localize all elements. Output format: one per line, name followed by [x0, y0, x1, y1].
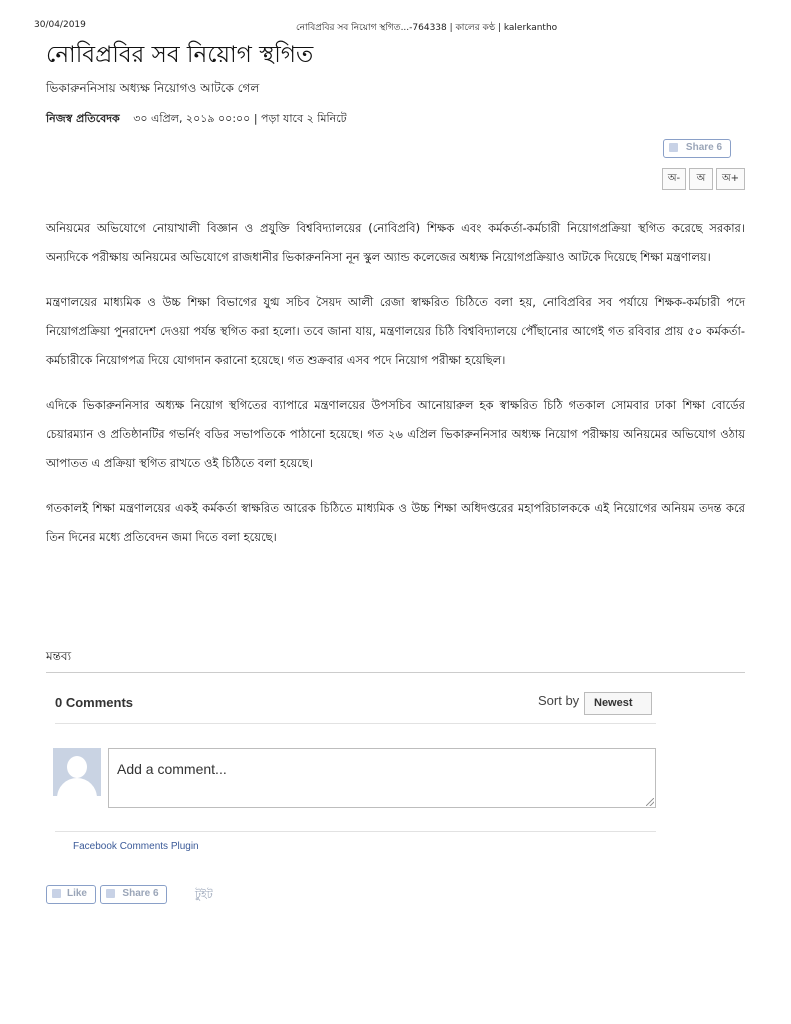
- tweet-button[interactable]: টুইট: [195, 888, 213, 901]
- comment-input-placeholder: Add a comment...: [117, 761, 227, 777]
- avatar: [53, 748, 101, 796]
- font-decrease-button[interactable]: অ-: [662, 168, 686, 190]
- share-button-label: Share 6: [685, 142, 723, 153]
- comment-count: 0 Comments: [55, 695, 134, 710]
- share-button-top[interactable]: [663, 139, 731, 158]
- facebook-icon: [106, 889, 115, 898]
- avatar-body-shape: [57, 778, 97, 796]
- like-button[interactable]: [46, 885, 96, 904]
- article-paragraph: গতকালই শিক্ষা মন্ত্রণালয়ের একই কর্মকর্তা স্বাক্ষরিত আরেক চিঠিতে মাধ্যমিক ও উচ্চ শিক্ষা অধিদপ্তরের মহাপরিচালককে এই নিয়োগের অনিয়ম তদন্ত করে তিন দিনের মধ্যে প্রতিবেদন জমা দিতে বলা হয়েছে।: [46, 501, 745, 544]
- comment-input[interactable]: [108, 748, 656, 808]
- like-button-label: Like: [66, 888, 87, 899]
- resize-handle-icon[interactable]: [646, 798, 654, 806]
- sort-select[interactable]: Newest: [584, 692, 652, 715]
- article-subheadline: ভিকারুননিসায় অধ্যক্ষ নিয়োগও আটকে গেল: [46, 81, 260, 95]
- avatar-head-shape: [67, 756, 87, 778]
- article-headline: নোবিপ্রবির সব নিয়োগ স্থগিত: [46, 42, 314, 68]
- thumbs-up-icon: [52, 889, 61, 898]
- print-header: [0, 20, 791, 34]
- article-paragraph: মন্ত্রণালয়ের মাধ্যমিক ও উচ্চ শিক্ষা বিভাগের যুগ্ম সচিব সৈয়দ আলী রেজা স্বাক্ষরিত চিঠিতে বলা হয়, নোবিপ্রবির সব পর্যায়ে শিক্ষক-কর্মচারী পদে নিয়োগপ্রক্রিয়া পুনরাদেশ দেওয়া পর্যন্ত স্থগিত করা হলো। তবে জানা যায়, মন্ত্রণালয়ের চিঠি বিশ্ববিদ্যালয়ে পৌঁছানোর আগেই গত রবিবার প্রায় ৫০ কর্মকর্তা-কর্মচারীকে নিয়োগপত্র দিয়ে যোগদান করানো হয়েছে। গত শুক্রবার এসব পদে নিয়োগ পরীক্ষা হয়েছিল।: [46, 295, 745, 367]
- article-body: [46, 214, 745, 568]
- comments-heading: মন্তব্য: [46, 649, 72, 663]
- divider: [46, 672, 745, 673]
- article-author: নিজস্ব প্রতিবেদক: [46, 112, 120, 125]
- article-paragraph: এদিকে ভিকারুননিসার অধ্যক্ষ নিয়োগ স্থগিতের ব্যাপারে মন্ত্রণালয়ের উপসচিব আনোয়ারুল হক স্বাক্ষরিত চিঠি গতকাল সোমবার ঢাকা শিক্ষা বোর্ডের চেয়ারম্যান ও প্রতিষ্ঠানটির গভর্নিং বডির সভাপতিকে পাঠানো হয়েছে। গত ২৬ এপ্রিল ভিকারুননিসার অধ্যক্ষ নিয়োগ পরীক্ষায় অনিয়মের অভিযোগ ওঠায় আপাতত এ প্রক্রিয়া স্থগিত রাখতে ওই চিঠিতে বলা হয়েছে।: [46, 398, 745, 470]
- article-paragraph: অনিয়মের অভিযোগে নোয়াখালী বিজ্ঞান ও প্রযুক্তি বিশ্ববিদ্যালয়ের (নোবিপ্রবি) শিক্ষক এবং কর্মকর্তা-কর্মচারী নিয়োগপ্রক্রিয়া স্থগিত করেছে সরকার। অন্যদিকে পরীক্ষায় অনিয়মের অভিযোগে রাজধানীর ভিকারুননিসা নূন স্কুল অ্যান্ড কলেজের অধ্যক্ষ নিয়োগপ্রক্রিয়াও আটকে দিয়েছে শিক্ষা মন্ত্রণালয়।: [46, 221, 745, 264]
- facebook-icon: [669, 143, 678, 152]
- article-byline: [46, 110, 347, 129]
- print-date: 30/04/2019: [34, 20, 86, 30]
- share-button-bottom[interactable]: [100, 885, 167, 904]
- divider: [55, 831, 656, 832]
- font-increase-button[interactable]: অ+: [716, 168, 745, 190]
- sort-label: Sort by: [538, 693, 580, 708]
- print-page-title: নোবিপ্রবির সব নিয়োগ স্থগিত...-764338 | কালের কণ্ঠ | kalerkantho: [296, 23, 558, 33]
- font-reset-button[interactable]: অ: [689, 168, 713, 190]
- share-button-label: Share 6: [122, 888, 159, 899]
- article-meta: ৩০ এপ্রিল, ২০১৯ ০০:০০ | পড়া যাবে ২ মিনিটে: [133, 112, 347, 125]
- facebook-comments-plugin-link[interactable]: Facebook Comments Plugin: [73, 841, 199, 852]
- divider: [55, 723, 656, 724]
